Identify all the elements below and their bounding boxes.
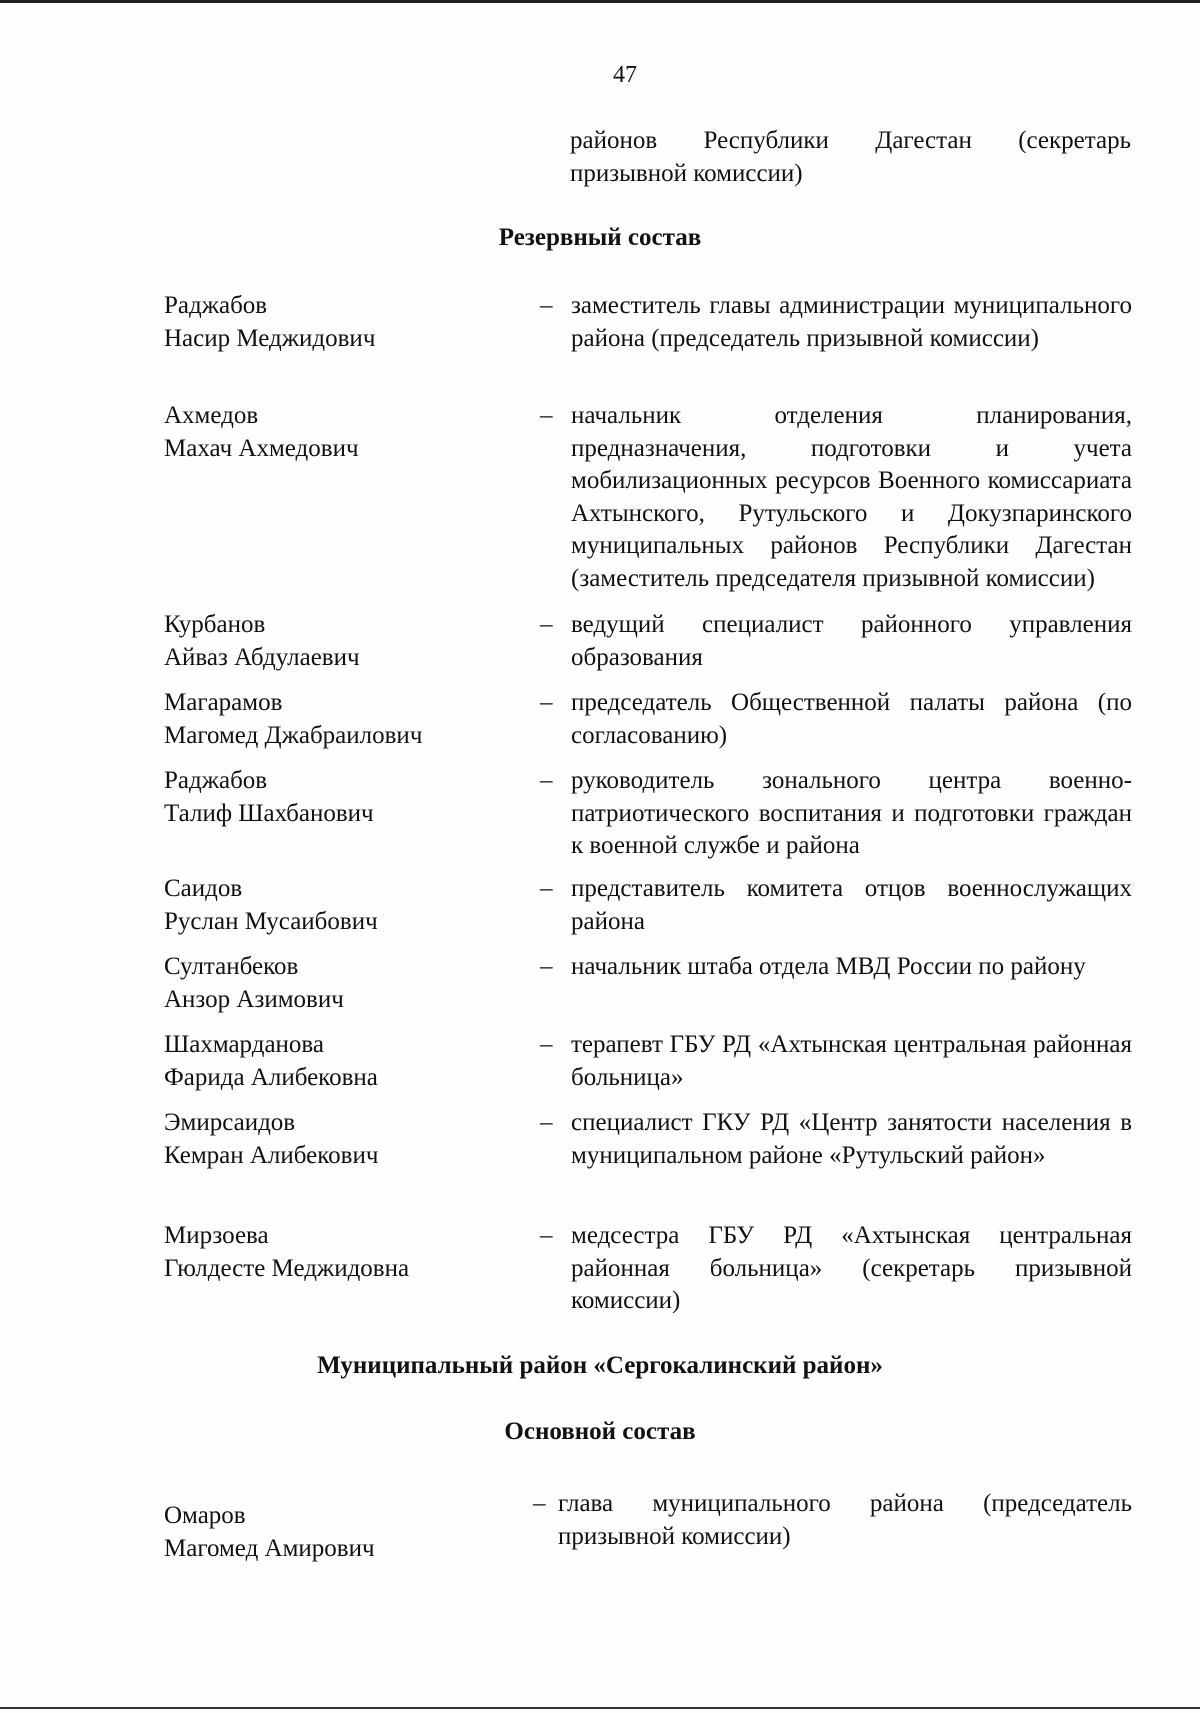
page-edge-bottom	[0, 1707, 1200, 1709]
member-given-name: Айваз Абдулаевич	[164, 643, 360, 671]
member-given-name: Руслан Мусаибович	[164, 907, 378, 935]
dash: –	[540, 292, 553, 319]
member-surname: Курбанов	[164, 611, 266, 638]
dash: –	[540, 689, 553, 716]
member-name	[164, 951, 524, 1016]
member-name	[164, 765, 524, 830]
member-name	[164, 1107, 524, 1172]
member-given-name: Махач Ахмедович	[164, 434, 359, 462]
member-name	[164, 290, 524, 355]
member-surname: Эмирсаидов	[164, 1109, 296, 1136]
member-surname: Султанбеков	[164, 953, 299, 980]
reserve-heading: Резервный состав	[498, 224, 702, 251]
member-name	[164, 1029, 524, 1094]
page-number: 47	[613, 62, 637, 88]
member-given-name: Насир Меджидович	[164, 324, 376, 352]
member-description: начальник штаба отдела МВД России по району	[571, 953, 1086, 980]
dash: –	[540, 767, 553, 794]
member-description: руководитель зонального центра военно-патриотического воспитания и подготовки граждан к военной службе и района	[571, 767, 1132, 859]
member-name	[164, 687, 524, 752]
dash: –	[540, 1222, 553, 1249]
member-given-name: Магомед Амирович	[164, 1534, 375, 1562]
member-name	[164, 400, 524, 465]
member-given-name: Кемран Алибекович	[164, 1141, 379, 1169]
page-edge-top	[0, 0, 1200, 3]
member-name	[164, 1500, 524, 1565]
member-description: начальник отделения планирования, предназначения, подготовки и учета мобилизационных ресурсов Военного комиссариата Ахтынского, Рутульского и Докузпаринского муниципальных районов Республики Дагестан (заместитель председателя призывной комиссии)	[571, 402, 1132, 592]
dash: –	[533, 1490, 546, 1517]
member-surname: Шахмарданова	[164, 1031, 324, 1058]
member-surname: Мирзоева	[164, 1222, 269, 1249]
dash: –	[540, 1109, 553, 1136]
member-given-name: Талиф Шахбанович	[164, 799, 374, 827]
dash: –	[540, 1031, 553, 1058]
member-given-name: Анзор Азимович	[164, 985, 344, 1013]
continuation-text: районов Республики Дагестан (секретарь призывной комиссии)	[570, 127, 1131, 187]
member-description: медсестра ГБУ РД «Ахтынская центральная районная больница» (секретарь призывной комиссии)	[571, 1222, 1132, 1314]
member-given-name: Фарида Алибековна	[164, 1063, 378, 1091]
dash: –	[540, 402, 553, 429]
member-given-name: Гюлдесте Меджидовна	[164, 1254, 410, 1282]
district-heading: Муниципальный район «Сергокалинский район»	[317, 1352, 883, 1379]
member-description: глава муниципального района (председатель призывной комиссии)	[558, 1490, 1132, 1550]
member-name	[164, 873, 524, 938]
member-description: специалист ГКУ РД «Центр занятости населения в муниципальном районе «Рутульский район»	[571, 1109, 1132, 1169]
member-surname: Магарамов	[164, 689, 283, 716]
member-description: представитель комитета отцов военнослужащих района	[571, 875, 1132, 935]
member-surname: Ахмедов	[164, 402, 259, 429]
member-name	[164, 1220, 524, 1285]
dash: –	[540, 611, 553, 638]
member-description: заместитель главы администрации муниципального района (председатель призывной комиссии)	[571, 292, 1132, 352]
member-surname: Раджабов	[164, 292, 268, 319]
member-description: ведущий специалист районного управления образования	[571, 611, 1132, 671]
member-given-name: Магомед Джабраилович	[164, 721, 423, 749]
member-surname: Саидов	[164, 875, 243, 902]
member-name	[164, 609, 524, 674]
member-surname: Омаров	[164, 1502, 246, 1529]
dash: –	[540, 875, 553, 902]
member-surname: Раджабов	[164, 767, 268, 794]
dash: –	[540, 953, 553, 980]
main-heading: Основной состав	[504, 1418, 696, 1445]
member-description: председатель Общественной палаты района (по согласованию)	[571, 689, 1132, 749]
member-description: терапевт ГБУ РД «Ахтынская центральная районная больница»	[571, 1031, 1132, 1091]
